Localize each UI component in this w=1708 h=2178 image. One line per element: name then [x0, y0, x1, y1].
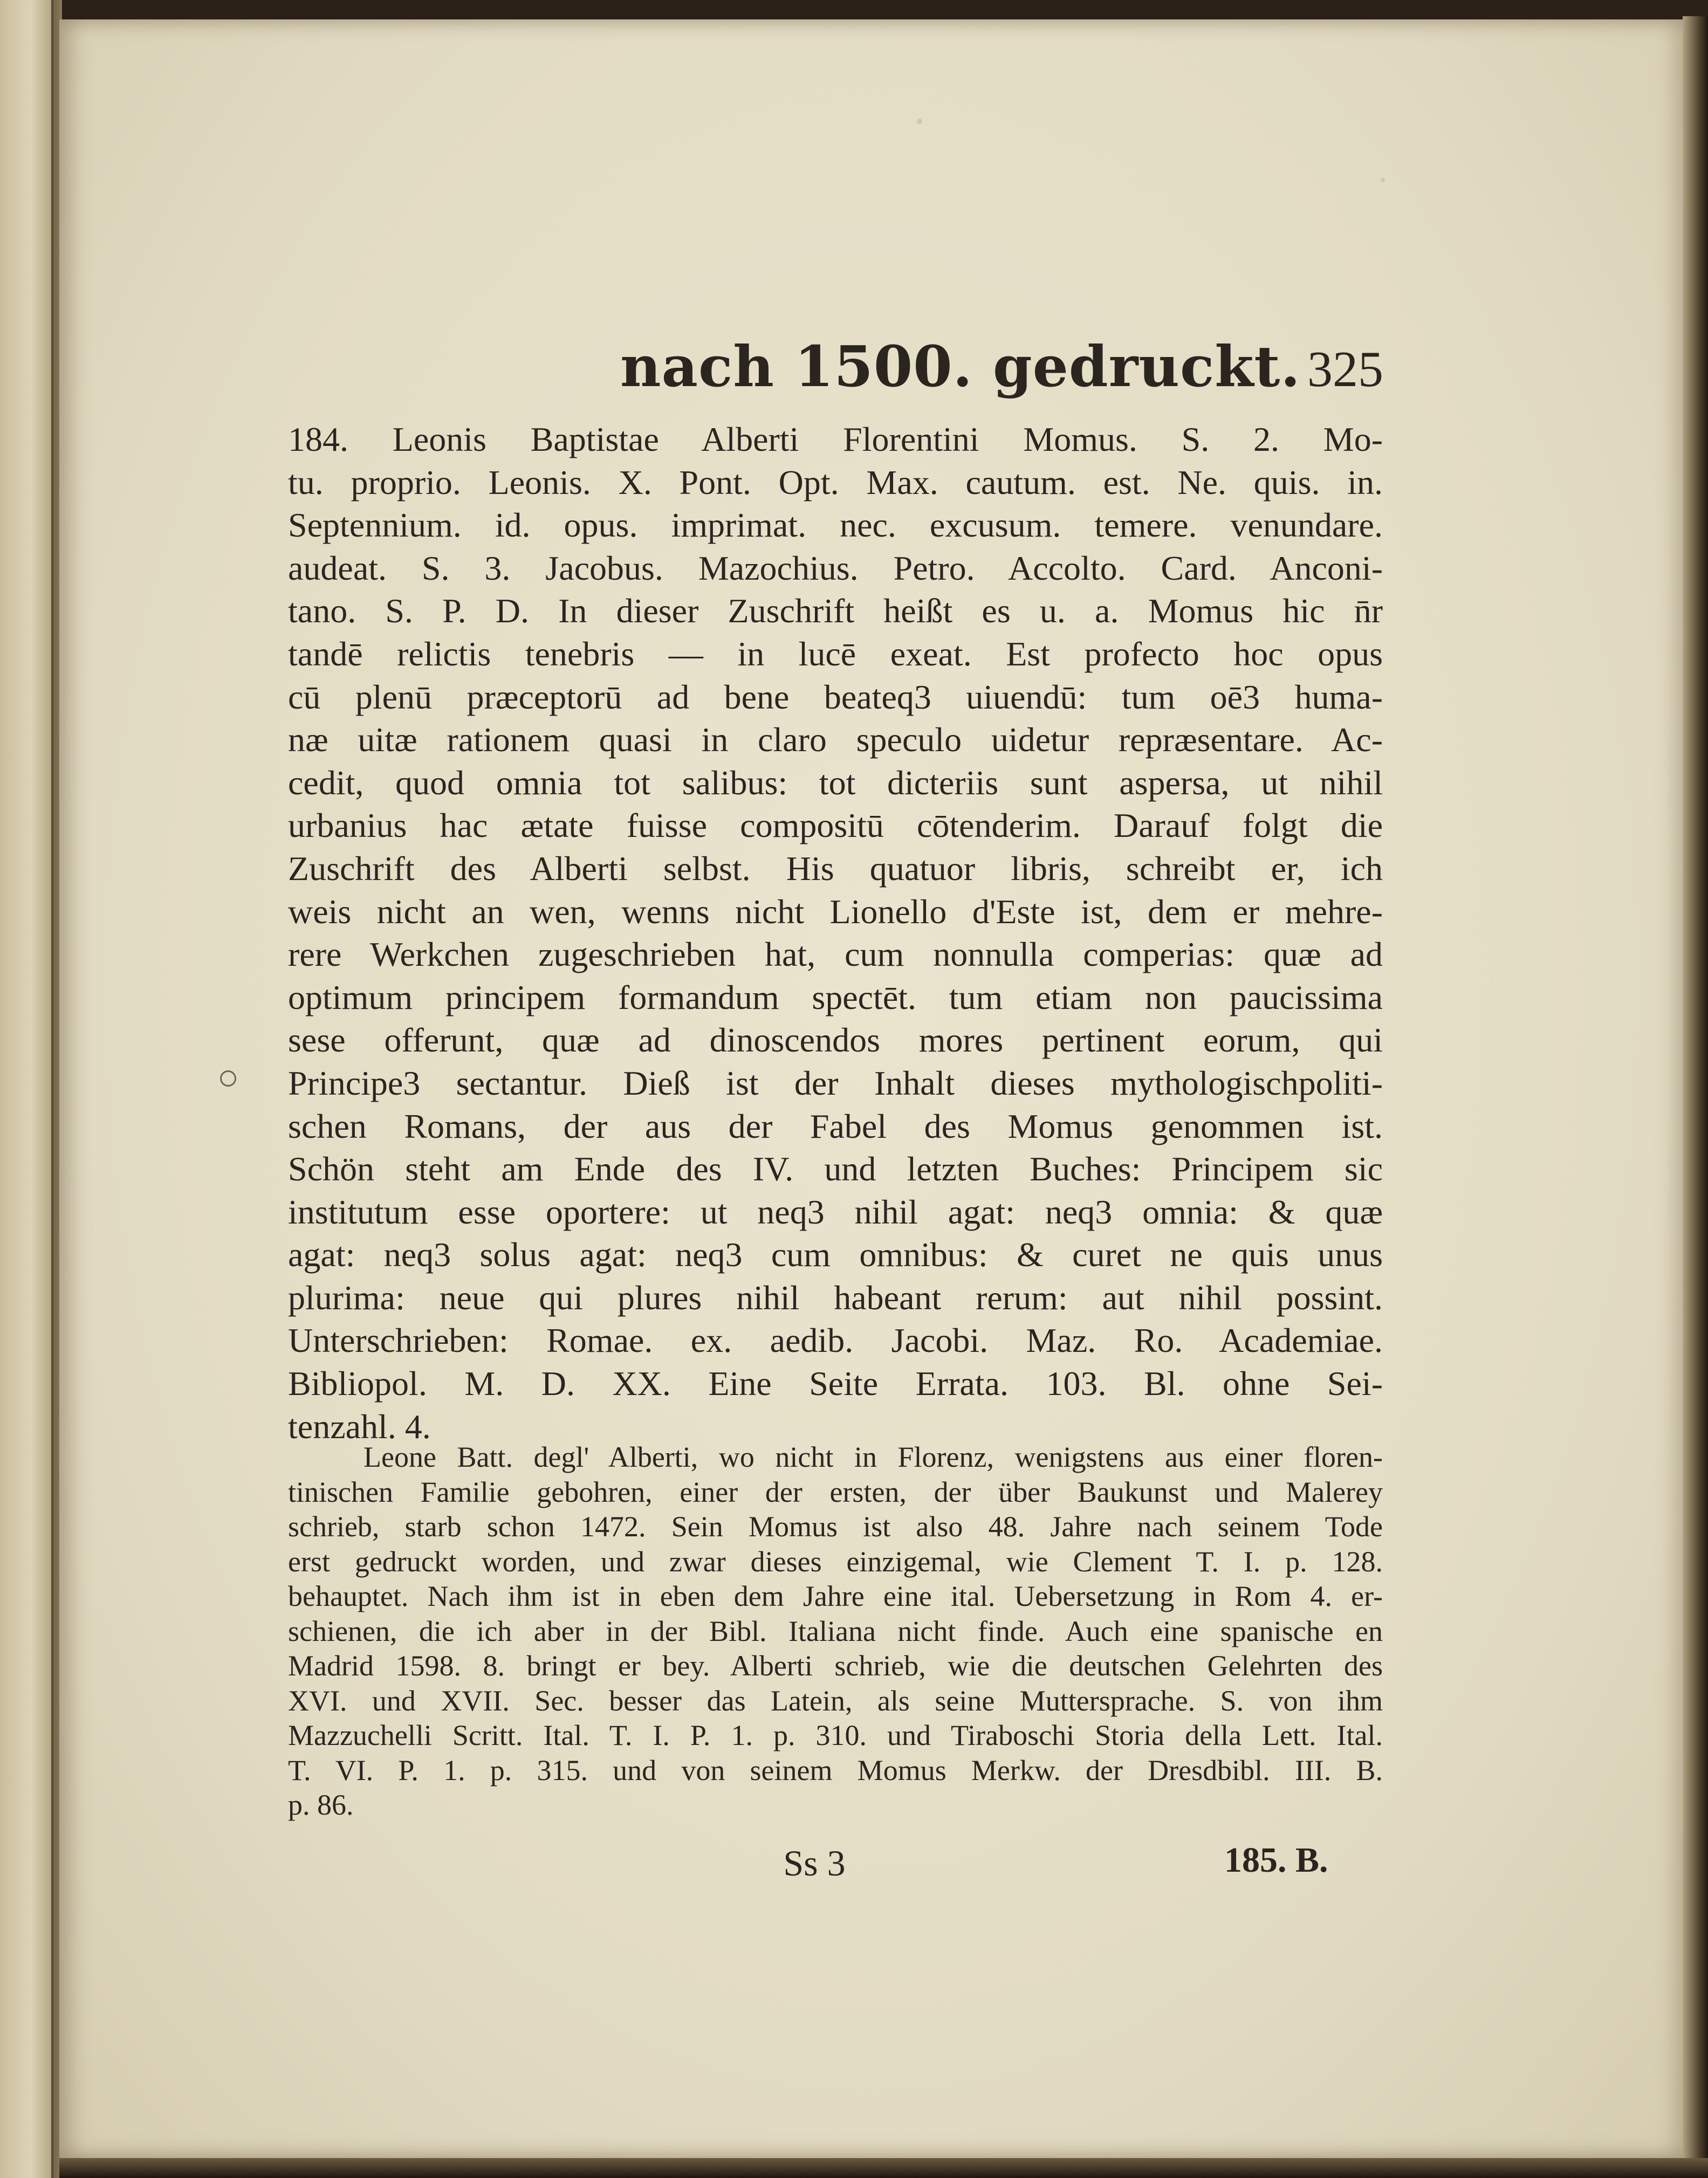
note-line: p. 86.: [288, 1789, 354, 1821]
entry-line: optimum principem formandum spectēt. tum etiam non paucissima: [288, 978, 1383, 1016]
entry-line: Zuschrift des Alberti selbst. His quatuor libris, schreibt er, ich: [288, 849, 1383, 888]
footnote-commentary: [288, 1440, 1383, 1823]
page-right-edge: [1683, 16, 1708, 2162]
bibliography-entry: [288, 418, 1383, 1448]
note-line: Madrid 1598. 8. bringt er bey. Alberti schrieb, wie die deutschen Gelehrten des: [288, 1650, 1383, 1682]
entry-line: Principe3 sectantur. Dieß ist der Inhalt dieses mythologischpoliti-: [288, 1063, 1383, 1102]
note-line: schienen, die ich aber in der Bibl. Italiana nicht finde. Auch eine spanische en: [288, 1614, 1383, 1647]
entry-line: tu. proprio. Leonis. X. Pont. Opt. Max. cautum. est. Ne. quis. in.: [288, 463, 1383, 501]
entry-line: cedit, quod omnia tot salibus: tot dicteriis sunt aspersa, ut nihil: [288, 763, 1383, 802]
entry-line: cū plenū præceptorū ad bene beateq3 uiuendū: tum oē3 huma-: [288, 677, 1383, 716]
note-line: erst gedruckt worden, und zwar dieses einzigemal, wie Clement T. I. p. 128.: [288, 1545, 1383, 1578]
signature-mark: Ss 3: [783, 1843, 846, 1884]
note-line: Mazzuchelli Scritt. Ital. T. I. P. 1. p. 310. und Tiraboschi Storia della Lett. Ital.: [288, 1719, 1383, 1751]
entry-line: tandē relictis tenebris — in lucē exeat. Est profecto hoc opus: [288, 634, 1383, 673]
entry-line: næ uitæ rationem quasi in claro speculo uidetur repræsentare. Ac-: [288, 720, 1383, 759]
entry-line: tano. S. P. D. In dieser Zuschrift heißt es u. a. Momus hic n̄r: [288, 592, 1383, 630]
running-header: nach 1500. gedruckt.: [620, 333, 1301, 400]
entry-line: Septennium. id. opus. imprimat. nec. excusum. temere. venundare.: [288, 506, 1383, 545]
entry-line: 184. Leonis Baptistae Alberti Florentini Momus. S. 2. Mo-: [288, 420, 1383, 458]
previous-page-edge: [0, 0, 53, 2178]
note-line: schrieb, starb schon 1472. Sein Momus ist also 48. Jahre nach seinem Tode: [288, 1510, 1383, 1543]
entry-line: Bibliopol. M. D. XX. Eine Seite Errata. 103. Bl. ohne Sei-: [288, 1364, 1383, 1403]
entry-line: sese offerunt, quæ ad dinoscendos mores pertinent eorum, qui: [288, 1021, 1383, 1060]
note-line: T. VI. P. 1. p. 315. und von seinem Momus Merkw. der Dresdbibl. III. B.: [288, 1754, 1383, 1787]
entry-line: weis nicht an wen, wenns nicht Lionello d'Este ist, dem er mehre-: [288, 892, 1383, 931]
entry-line: urbanius hac ætate fuisse compositū cōtenderim. Darauf folgt die: [288, 806, 1383, 845]
note-line: behauptet. Nach ihm ist in eben dem Jahre eine ital. Uebersetzung in Rom 4. er-: [288, 1580, 1383, 1612]
entry-line: rere Werkchen zugeschrieben hat, cum nonnulla comperias: quæ ad: [288, 935, 1383, 974]
page-bottom-edge: [59, 2158, 1708, 2178]
catchword: 185. B.: [1224, 1840, 1328, 1880]
page-number: 325: [1307, 341, 1383, 397]
entry-line: tenzahl. 4.: [288, 1407, 431, 1446]
entry-line: institutum esse oportere: ut neq3 nihil agat: neq3 omnia: & quæ: [288, 1192, 1383, 1231]
paper-speck: [1381, 178, 1385, 182]
entry-line: Unterschrieben: Romae. ex. aedib. Jacobi. Maz. Ro. Academiae.: [288, 1321, 1383, 1360]
note-line: tinischen Familie gebohren, einer der ersten, der über Baukunst und Malerey: [288, 1475, 1383, 1508]
entry-line: plurima: neue qui plures nihil habeant rerum: aut nihil possint.: [288, 1278, 1383, 1317]
entry-line: agat: neq3 solus agat: neq3 cum omnibus: & curet ne quis unus: [288, 1235, 1383, 1274]
note-line: Leone Batt. degl' Alberti, wo nicht in Florenz, wenigstens aus einer floren-: [363, 1441, 1383, 1473]
margin-mark: [220, 1070, 236, 1087]
entry-line: Schön steht am Ende des IV. und letzten Buches: Principem sic: [288, 1150, 1383, 1188]
entry-line: audeat. S. 3. Jacobus. Mazochius. Petro. Accolto. Card. Anconi-: [288, 548, 1383, 587]
entry-line: schen Romans, der aus der Fabel des Momus genommen ist.: [288, 1107, 1383, 1145]
paper-speck: [917, 119, 922, 124]
note-line: XVI. und XVII. Sec. besser das Latein, als seine Muttersprache. S. von ihm: [288, 1684, 1383, 1717]
